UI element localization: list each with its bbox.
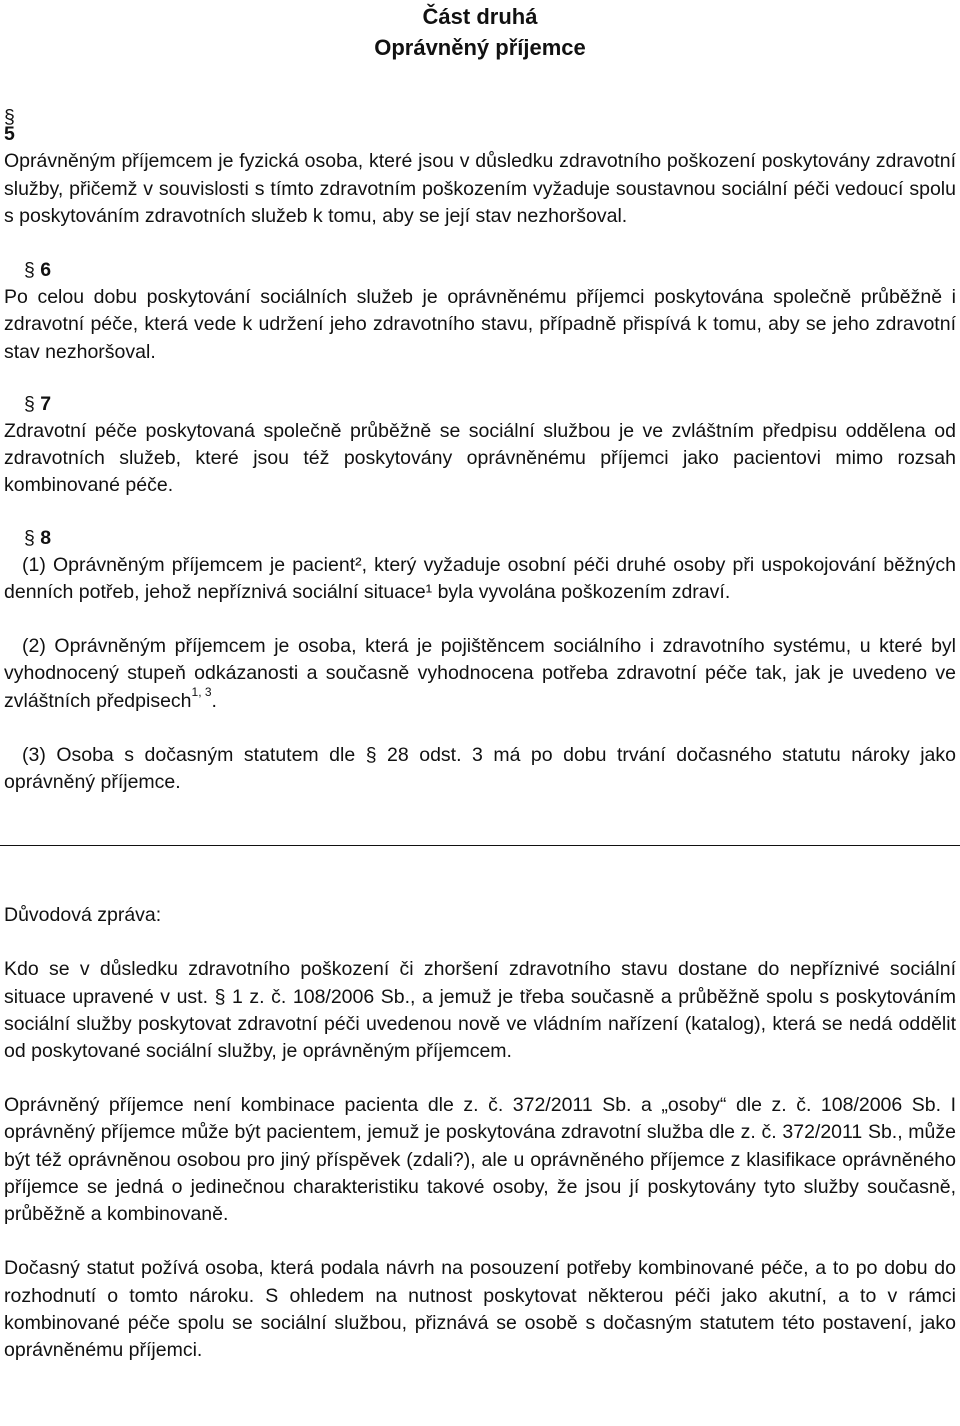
paragraph-symbol: § [24,392,35,415]
section-5-text: Oprávněným příjemcem je fyzická osoba, které jsou v důsledku zdravotního poškození poskytovány zdravotní služby, přičemž v souvislosti s tímto zdravotním poškozením vyžaduje soustavnou sociální péči vedoucí spolu s poskytováním zdravotních služeb k tomu, aby se její stav nezhoršoval. [4,150,956,227]
section-5-number: 5 [4,123,15,146]
paragraph-symbol: § [24,259,35,282]
section-8-subsection-3: (3) Osoba s dočasným statutem dle § 28 odst. 3 má po dobu trvání dočasného statutu nároky jako oprávněný příjemce. [4,743,956,794]
explanation-paragraph-2: Oprávněný příjemce není kombinace pacienta dle z. č. 372/2011 Sb. a „osoby“ dle z. č. 108/2006 Sb. I oprávněný příjemce může být pacientem, jemuž je poskytována zdravotní služba dle z. č. 372/2011 Sb., může být též oprávněnou osobou pro jiný příspěvek (zdali?), ale u oprávněného příjemce z klasifikace oprávněného příjemce se jedná o jedinečnou charakteristiku takové osoby, že jsou jí poskytovány tyto služby současně, průběžně a kombinovaně. [4,1094,956,1226]
section-8-subsection-2-text: (2) Oprávněným příjemcem je osoba, která je pojištěncem sociálního i zdravotního systému, u které byl vyhodnocený stupeň odkázanosti a současně vyhodnocena potřeba zdravotní péče tak, jak je uvedeno ve zvláštních předpisech [4,635,956,712]
section-8-heading [4,525,956,552]
section-8-subsection-2: (2) Oprávněným příjemcem je osoba, která je pojištěncem sociálního i zdravotního systému, u které byl vyhodnocený stupeň odkázanosti a současně vyhodnocena potřeba zdravotní péče tak, jak je uvedeno ve zvláštních předpisech$^{1, 3}$. [4,635,956,712]
footnote-reference: 1, 3 [191,685,212,700]
paragraph-symbol: § [4,106,15,128]
section-6-number: 6 [40,259,52,282]
explanation-paragraph-3: Dočasný statut požívá osoba, která podala návrh na posouzení potřeby kombinované péče, a to po dobu do rozhodnutí o tomto nároku. S ohledem na nutnost poskytovat některou péči jako akutní, a to v rámci kombinované péče spolu se sociální službou, přiznává se osobě s dočasným statutem této postavení, jako oprávněnému příjemci. [4,1257,956,1361]
document-page [0,2,960,1426]
section-7-number: 7 [40,392,52,415]
section-6-heading [4,257,956,284]
section-6-text: Po celou dobu poskytování sociálních služeb je oprávněnému příjemci poskytována společně průběžně i zdravotní péče, která vede k udržení jeho zdravotního stavu, případně přispívá k tomu, aby se jeho zdravotní stav nezhoršoval. [4,286,956,363]
paragraph-symbol: § [24,526,35,549]
explanation-heading: Důvodová zpráva: [4,904,162,927]
explanation-paragraph-1: Kdo se v důsledku zdravotního poškození či zhoršení zdravotního stavu dostane do nepříznivé sociální situace upravené v ust. § 1 z. č. 108/2006 Sb., a jemuž je třeba současně a průběžně spolu s poskytováním sociální služby poskytovat zdravotní péči uvedenou nově ve vládním nařízení (katalog), která se nedá oddělit od poskytované sociální služby, je oprávněným příjemcem. [4,958,956,1063]
page-title: Oprávněný příjemce [374,35,586,60]
section-8-subsection-1: (1) Oprávněným příjemcem je pacient², který vyžaduje osobní péči druhé osoby při uspokojování běžných denních potřeb, jehož nepříznivá sociální situace¹ byla vyvolána poškozením zdraví. [4,553,956,604]
part-heading: Část druhá [422,4,538,29]
section-7-text: Zdravotní péče poskytovaná společně průběžně se sociální službou je ve zvláštním předpisu oddělena od zdravotních služeb, které jsou též poskytovány oprávněnému příjemci jako pacientovi mimo rozsah kombinované péče. [4,420,956,497]
section-8-number: 8 [40,526,52,549]
section-7-heading [4,391,956,418]
